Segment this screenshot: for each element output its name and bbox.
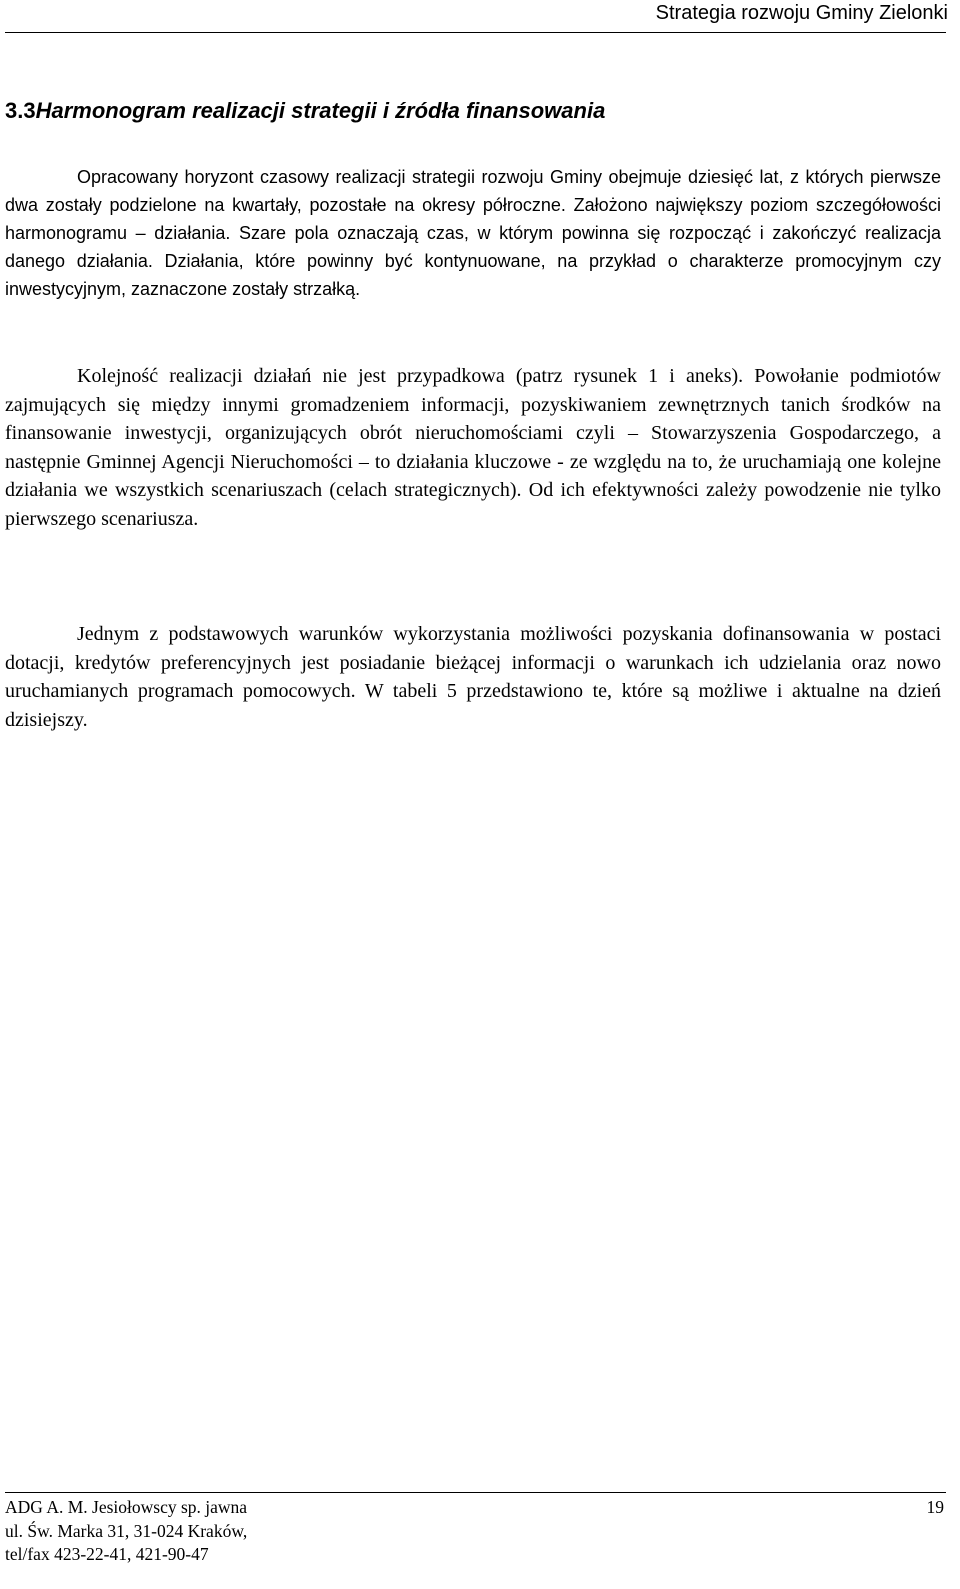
- paragraph-financing: Jednym z podstawowych warunków wykorzystania możliwości pozyskania dofinansowania w postaci dotacji, kredytów preferencyjnych jest posiadanie bieżącej informacji o warunkach ich udzielania oraz nowo uruchamianych programach pomocowych. W tabeli 5 przedstawiono te, które są możliwe i aktualne na dzień dzisiejszy.: [5, 623, 941, 731]
- section-number: 3.3: [5, 98, 36, 123]
- running-header: Strategia rozwoju Gminy Zielonki: [655, 2, 948, 24]
- header-rule: [5, 32, 946, 33]
- footer-rule: [5, 1492, 946, 1493]
- footer-company: ADG A. M. Jesiołowscy sp. jawna: [5, 1497, 248, 1517]
- footer: [5, 1496, 946, 1567]
- paragraph-order: Kolejność realizacji działań nie jest przypadkowa (patrz rysunek 1 i aneks). Powołanie podmiotów zajmujących się między innymi gromadzeniem informacji, pozyskiwaniem zewnętrznych tanich środków na finansowanie inwestycji, organizujących obrót nieruchomościami czyli – Stowarzyszenia Gospodarczego, a następnie Gminnej Agencji Nieruchomości – to działania kluczowe - ze względu na to, że uruchamiają one kolejne działania we wszystkich scenariuszach (celach strategicznych). Od ich efektywności zależy powodzenie nie tylko pierwszego scenariusza.: [5, 365, 941, 530]
- footer-phone: tel/fax 423-22-41, 421-90-47: [5, 1544, 209, 1564]
- section-title: Harmonogram realizacji strategii i źródła finansowania: [35, 98, 606, 123]
- footer-address: ul. Św. Marka 31, 31-024 Kraków,: [5, 1520, 248, 1541]
- page-number: 19: [926, 1497, 944, 1517]
- paragraph-schedule: Opracowany horyzont czasowy realizacji strategii rozwoju Gminy obejmuje dziesięć lat, z których pierwsze dwa zostały podzielone na kwartały, pozostałe na okresy półroczne. Założono największy poziom szczegółowości harmonogramu – działania. Szare pola oznaczają czas, w którym powinna się rozpocząć i zakończyć realizacja danego działania. Działania, które powinny być kontynuowane, na przykład o charakterze promocyjnym czy inwestycyjnym, zaznaczone zostały strzałką.: [5, 167, 941, 299]
- section-heading: [5, 96, 605, 126]
